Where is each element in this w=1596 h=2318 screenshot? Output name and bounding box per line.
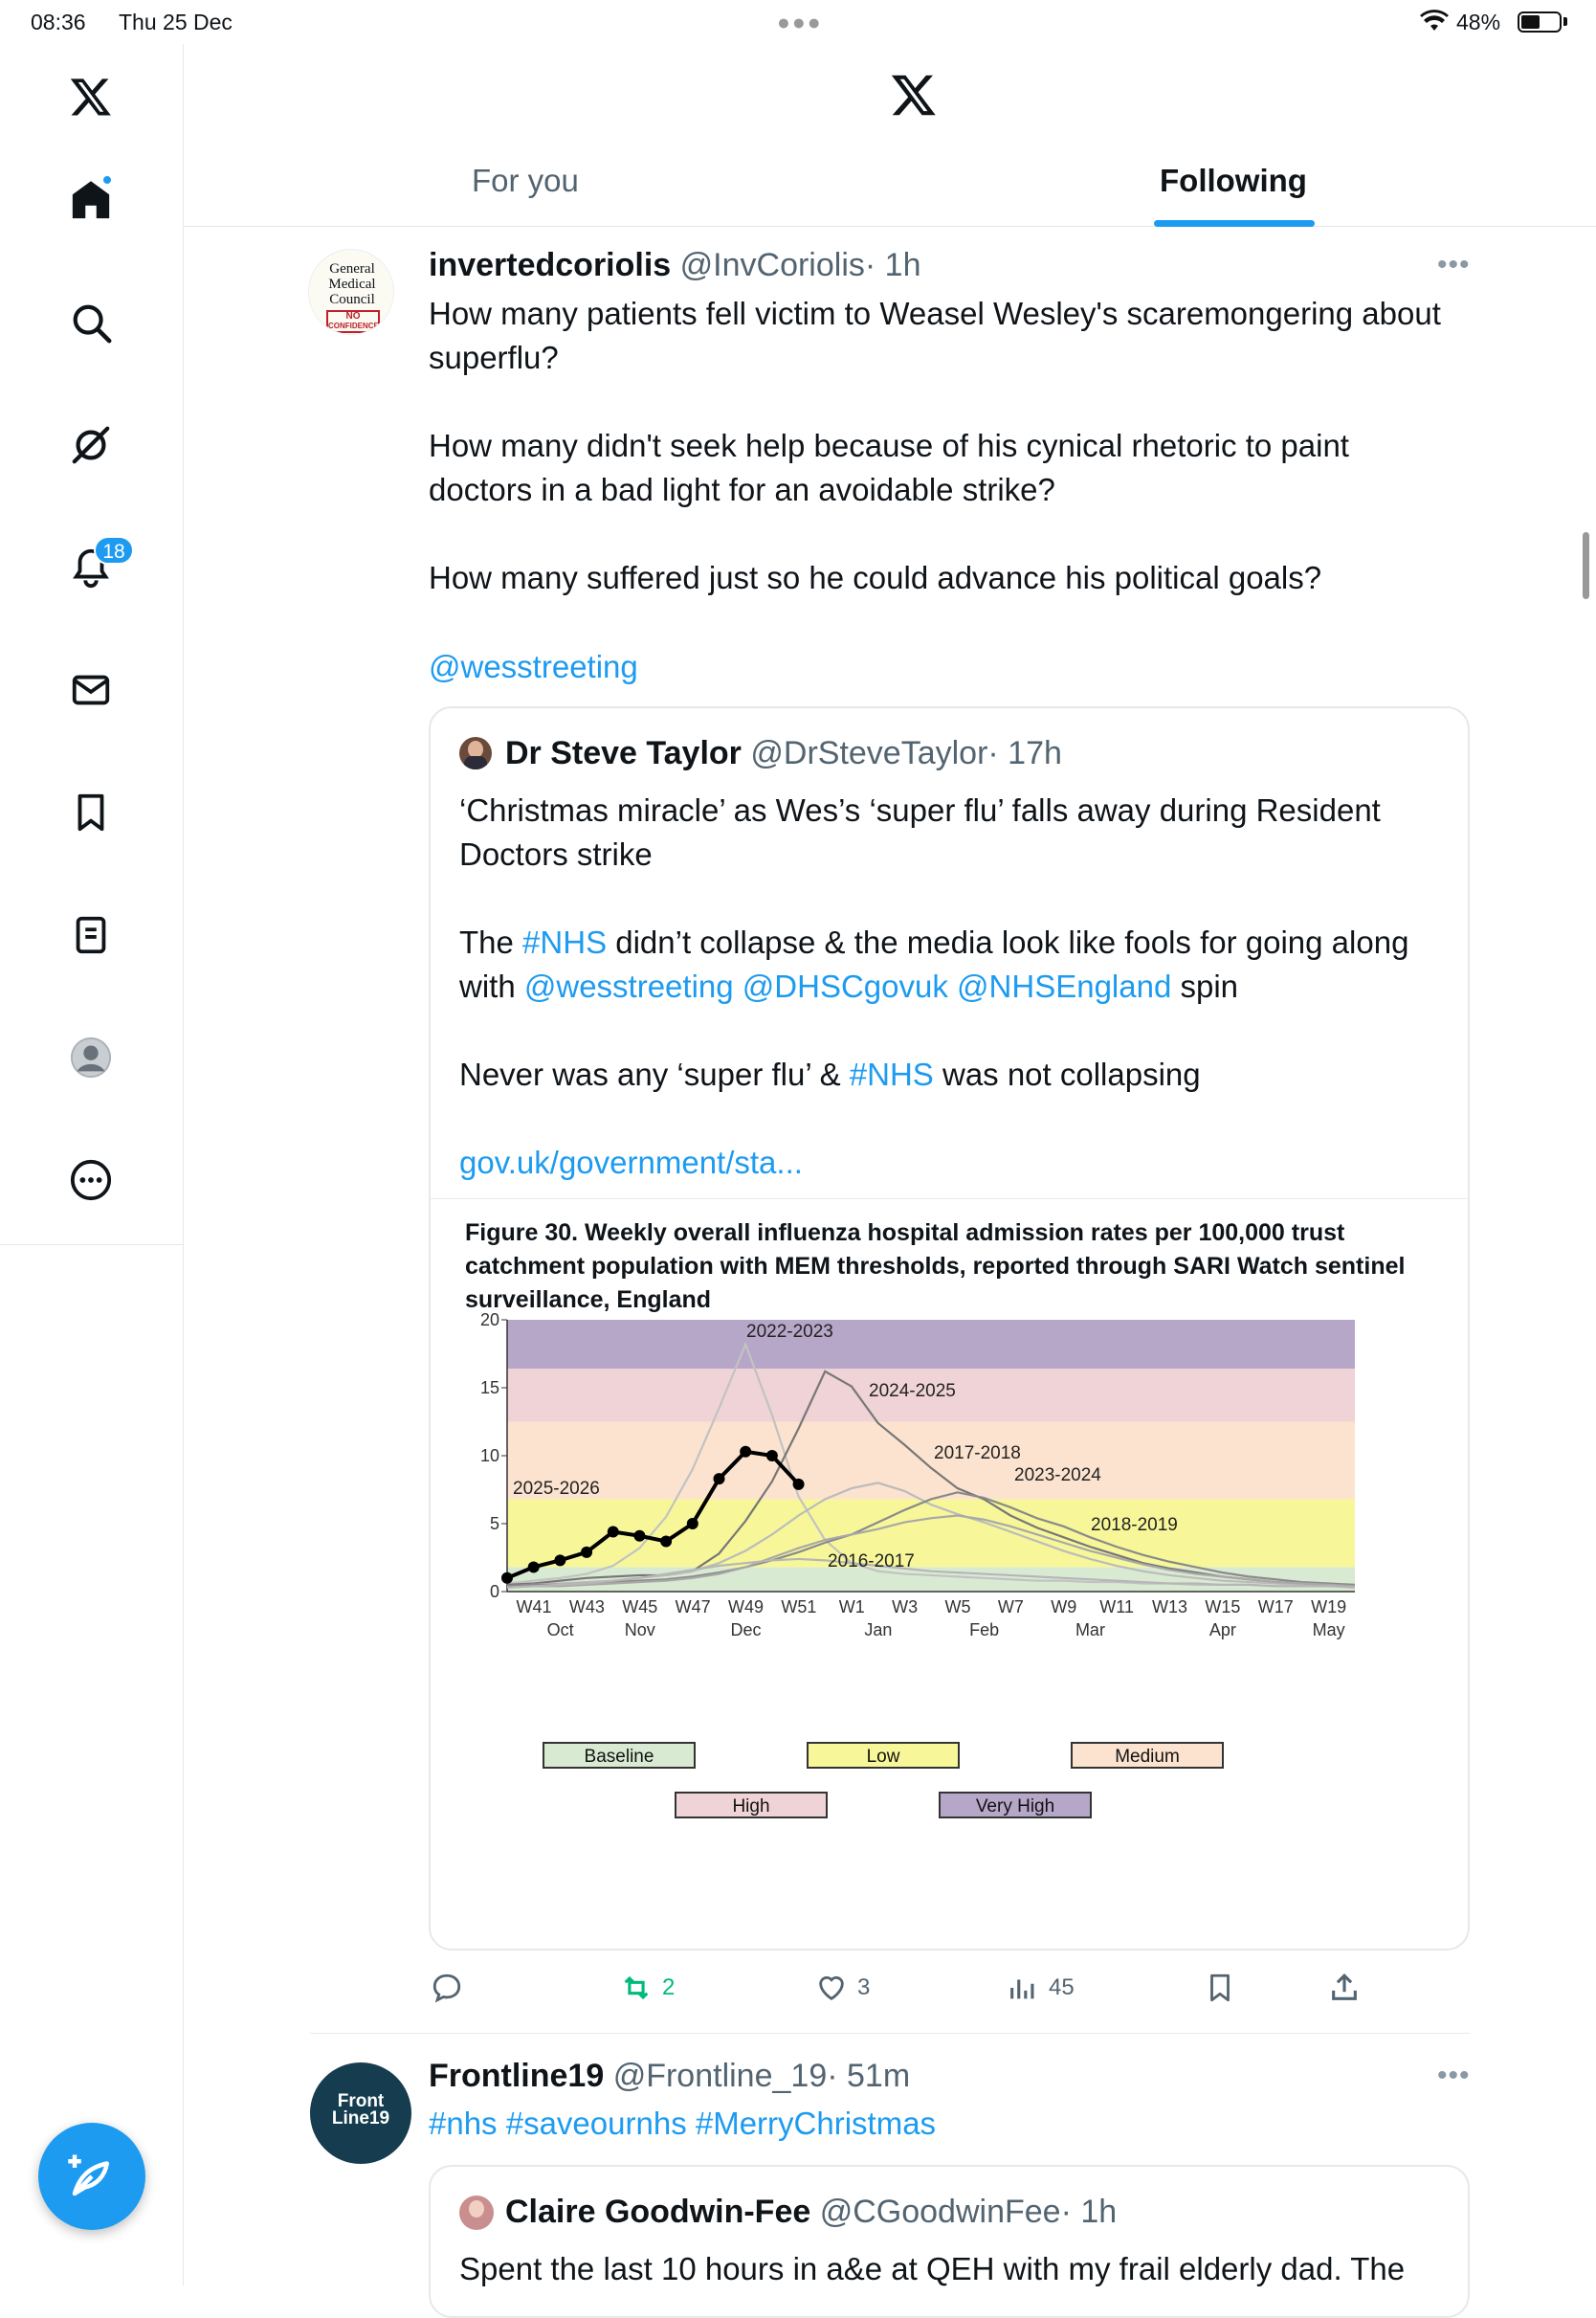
tab-for-you[interactable]: For you — [472, 163, 579, 198]
home-icon[interactable] — [48, 157, 134, 243]
x-tick-label: W5 — [944, 1597, 971, 1616]
mention-wesstreeting[interactable]: @wesstreeting — [523, 969, 734, 1004]
tweet-mention[interactable]: @wesstreeting — [429, 649, 638, 684]
views-button[interactable] — [1007, 1968, 1075, 2008]
x-logo-icon[interactable] — [48, 54, 134, 140]
retweet-button[interactable] — [620, 1968, 675, 2008]
x-tick-label: W41 — [516, 1597, 552, 1616]
x-tick-label: W3 — [892, 1597, 919, 1616]
retweet-icon — [620, 1972, 653, 2004]
quoted-text-para2: The #NHS didn’t collapse & the media look like fools for going along with @wesstreeting @DHSCgovuk @NHSEngland spin — [459, 925, 1409, 1004]
month-label: Nov — [624, 1620, 655, 1639]
reply-button[interactable] — [431, 1968, 473, 2008]
series-label: 2023-2024 — [1014, 1465, 1101, 1485]
series-label: 2017-2018 — [934, 1443, 1021, 1463]
mention-dhscgovuk[interactable]: @DHSCgovuk — [742, 969, 948, 1004]
x-tick-label: W11 — [1099, 1597, 1134, 1616]
threshold-band-medium — [507, 1422, 1355, 1500]
avatar-gmc-text: General Medical Council — [328, 261, 376, 307]
author-name-2[interactable]: Frontline19 — [429, 2058, 605, 2094]
quoted-tweet[interactable] — [429, 706, 1470, 1950]
x-tick-label: W49 — [727, 1597, 765, 1616]
views-icon — [1007, 1972, 1039, 2004]
scrollbar[interactable] — [1583, 532, 1589, 599]
tweet-avatar-frontline19[interactable] — [310, 2062, 411, 2164]
author-name[interactable]: invertedcoriolis — [429, 247, 672, 283]
series-label: 2016-2017 — [828, 1551, 915, 1571]
feather-plus-icon — [66, 2151, 118, 2202]
quoted-avatar-2[interactable] — [459, 2195, 494, 2230]
quoted-link[interactable]: gov.uk/government/sta... — [459, 1145, 803, 1180]
quoted-chart-image[interactable] — [431, 1198, 1470, 1941]
notifications-badge: 18 — [94, 536, 134, 565]
lists-icon[interactable] — [48, 892, 134, 978]
series-point-2025-2026 — [766, 1450, 778, 1461]
quoted-author-handle-2[interactable]: @CGoodwinFee — [819, 2194, 1061, 2230]
views-count: 45 — [1049, 1974, 1075, 2000]
more-options-icon[interactable] — [48, 1137, 134, 1223]
series-point-2025-2026 — [528, 1561, 540, 1572]
x-tick-label: W15 — [1205, 1597, 1241, 1616]
quoted-time: · 17h — [987, 735, 1062, 771]
battery-cap — [1563, 17, 1567, 26]
battery-icon — [1518, 11, 1562, 33]
x-tick-label: W47 — [675, 1597, 711, 1616]
mention-nhsengland[interactable]: @NHSEngland — [957, 969, 1172, 1004]
y-tick-label: 10 — [479, 1446, 499, 1465]
tweet-time[interactable]: · 1h — [864, 247, 921, 283]
multitask-dots-icon[interactable]: ●●● — [777, 10, 823, 34]
y-tick-label: 0 — [489, 1582, 499, 1601]
tweet-hashtags[interactable]: #nhs #saveournhs #MerryChristmas — [429, 2106, 937, 2141]
series-label: 2025-2026 — [513, 1479, 600, 1499]
compose-button[interactable] — [38, 2123, 145, 2230]
series-label: 2024-2025 — [869, 1381, 956, 1401]
quoted-author-name-2[interactable]: Claire Goodwin-Fee — [505, 2194, 811, 2230]
search-icon[interactable] — [48, 279, 134, 366]
chart-title: Figure 30. Weekly overall influenza hospital admission rates per 100,000 trust catchment population with MEM thresholds, reported through SARI Watch sentinel surveillance, England — [465, 1219, 1406, 1313]
retweet-count: 2 — [662, 1974, 676, 2000]
bookmarks-icon[interactable] — [48, 769, 134, 856]
notifications-icon[interactable] — [48, 524, 134, 611]
quoted-header-2 — [505, 2194, 1117, 2231]
month-label: Apr — [1208, 1620, 1236, 1639]
quoted-header — [505, 735, 1062, 772]
messages-icon[interactable] — [48, 647, 134, 733]
home-notification-dot — [101, 174, 113, 186]
author-handle-2[interactable]: @Frontline_19 — [612, 2058, 828, 2094]
legend-label: Baseline — [584, 1747, 654, 1767]
x-tick-label: W43 — [568, 1597, 605, 1616]
x-tick-label: W13 — [1151, 1597, 1188, 1616]
x-tick-label: W45 — [622, 1597, 658, 1616]
avatar-frontline-text: Front Line19 — [331, 2091, 390, 2129]
tweet-time-2[interactable]: · 51m — [827, 2058, 911, 2094]
series-point-2025-2026 — [660, 1535, 672, 1547]
tweet-header-2 — [429, 2058, 910, 2095]
tweet-avatar-gmc[interactable] — [308, 249, 394, 335]
x-tick-label: W1 — [838, 1597, 865, 1616]
x-tick-label: W9 — [1051, 1597, 1077, 1616]
legend-label: Very High — [975, 1796, 1055, 1817]
series-point-2025-2026 — [501, 1572, 513, 1584]
threshold-band-very-high — [507, 1320, 1355, 1369]
month-label: Feb — [969, 1620, 1000, 1639]
month-label: Mar — [1075, 1620, 1105, 1639]
bookmark-icon — [1204, 1972, 1236, 2004]
series-point-2025-2026 — [793, 1479, 805, 1490]
series-point-2025-2026 — [687, 1518, 698, 1529]
legend-label: Low — [866, 1747, 900, 1767]
x-tick-label: W51 — [781, 1597, 817, 1616]
share-button[interactable] — [1328, 1968, 1370, 2008]
wifi-icon — [1420, 10, 1449, 38]
tweet-divider — [310, 2033, 1470, 2034]
quoted-tweet-2[interactable] — [429, 2165, 1470, 2318]
profile-avatar-icon[interactable] — [48, 1014, 134, 1101]
quoted-author-name[interactable]: Dr Steve Taylor — [505, 735, 742, 771]
series-point-2025-2026 — [740, 1446, 751, 1458]
share-icon — [1328, 1972, 1361, 2004]
legend-label: High — [732, 1796, 770, 1817]
month-label: Oct — [546, 1620, 574, 1639]
hashtag-nhs[interactable]: #NHS — [522, 925, 608, 960]
status-time: 08:36 — [31, 10, 86, 34]
sidebar-divider — [0, 1244, 184, 1245]
month-label: May — [1312, 1620, 1345, 1639]
series-point-2025-2026 — [581, 1547, 592, 1558]
series-point-2025-2026 — [554, 1554, 565, 1566]
status-bar — [0, 0, 1596, 44]
content-divider — [183, 1244, 184, 2285]
hashtag-nhs-2[interactable]: #NHS — [849, 1057, 934, 1092]
active-tab-indicator — [1154, 220, 1315, 227]
battery-percent: 48% — [1456, 10, 1501, 34]
quoted-text-line1: ‘Christmas miracle’ as Wes’s ‘super flu’ falls away during Resident Doctors strike — [459, 792, 1381, 872]
tweet-header — [429, 247, 920, 284]
quoted-text-2: Spent the last 10 hours in a&e at QEH with my frail elderly dad. The — [459, 2251, 1406, 2286]
like-count: 3 — [857, 1974, 871, 2000]
quoted-text-para3: Never was any ‘super flu’ & #NHS was not collapsing — [459, 1057, 1201, 1092]
series-point-2025-2026 — [714, 1473, 725, 1484]
sidebar — [0, 44, 184, 1244]
series-label: 2022-2023 — [746, 1322, 833, 1342]
series-point-2025-2026 — [633, 1530, 645, 1542]
reply-icon — [431, 1972, 463, 2004]
grok-icon[interactable] — [48, 402, 134, 488]
like-button[interactable] — [815, 1968, 870, 2008]
y-tick-label: 15 — [479, 1378, 499, 1397]
y-tick-label: 5 — [489, 1514, 499, 1533]
avatar-stamp: NO CONFIDENCE — [326, 310, 380, 333]
tweet-more-icon-2[interactable]: ••• — [1437, 2060, 1471, 2091]
bookmark-button[interactable] — [1204, 1968, 1246, 2008]
quoted-author-handle[interactable]: @DrSteveTaylor — [750, 735, 988, 771]
flu-chart — [431, 1199, 1470, 1942]
month-label: Jan — [864, 1620, 893, 1639]
tweet-more-icon[interactable]: ••• — [1437, 249, 1471, 280]
x-tick-label: W7 — [997, 1597, 1024, 1616]
series-point-2025-2026 — [608, 1527, 619, 1538]
heart-icon — [815, 1972, 848, 2004]
tweet-text: How many patients fell victim to Weasel Wesley's scaremongering about superflu? How many didn't seek help because of his cynical rhetoric to paint doctors in a bad light for an avoidable strike? How many suffered just so he could advance his political goals? — [429, 296, 1441, 595]
x-tick-label: W17 — [1257, 1597, 1294, 1616]
author-handle[interactable]: @InvCoriolis — [679, 247, 865, 283]
quoted-avatar[interactable] — [459, 737, 492, 769]
month-label: Dec — [730, 1620, 762, 1639]
legend-label: Medium — [1115, 1747, 1180, 1767]
x-tick-label: W19 — [1311, 1597, 1347, 1616]
y-tick-label: 20 — [479, 1310, 499, 1329]
tab-following[interactable]: Following — [1160, 163, 1307, 198]
series-label: 2018-2019 — [1091, 1515, 1178, 1535]
quoted-time-2: · 1h — [1060, 2194, 1118, 2230]
status-date: Thu 25 Dec — [119, 10, 233, 34]
x-header-logo-icon[interactable] — [890, 71, 938, 119]
